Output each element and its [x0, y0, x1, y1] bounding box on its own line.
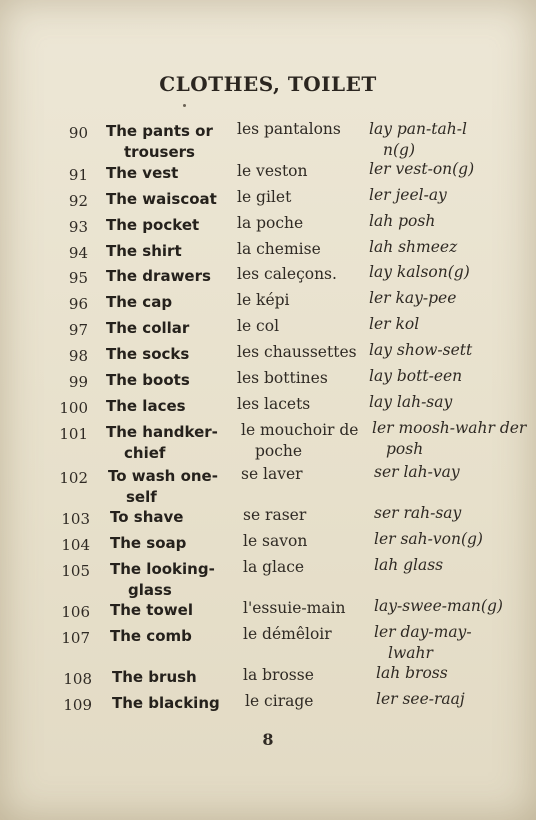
entry-number: 97	[68, 321, 88, 339]
entry-english: The drawers	[106, 267, 211, 285]
entry-number: 95	[68, 269, 88, 287]
entry-french: les chaussettes	[237, 343, 357, 361]
entry-french: se raser	[243, 506, 307, 524]
entry-pronunciation: ler kol	[369, 315, 420, 333]
entry-pronunciation: ser lah-vay	[374, 463, 460, 481]
entry-french: les caleçons.	[237, 265, 337, 283]
entry-number: 91	[68, 166, 88, 184]
entry-pronunciation: lay bott-een	[369, 367, 463, 385]
entry-french: le savon	[243, 532, 308, 550]
entry-number: 101	[59, 425, 88, 443]
entry-french: la brosse	[243, 666, 314, 684]
entry-number: 102	[59, 469, 88, 487]
entry-english: The shirt	[106, 242, 182, 260]
entry-number: 94	[68, 244, 88, 262]
entry-number: 105	[61, 562, 90, 580]
entry-english: The waiscoat	[106, 190, 217, 208]
page-title: CLOTHES, TOILET	[159, 72, 377, 96]
entry-pronunciation: ler sah-von(g)	[374, 530, 483, 548]
entry-french: le démêloir	[243, 625, 332, 643]
entry-french: le col	[237, 317, 280, 335]
entry-english: The soap	[110, 534, 187, 552]
entry-number: 99	[68, 373, 88, 391]
entry-english: The pants or trousers	[106, 122, 213, 161]
entry-pronunciation: lay pan-tah-l n(g)	[369, 120, 467, 159]
entry-pronunciation: ler moosh-wahr der posh	[372, 419, 527, 458]
entry-english: The towel	[110, 601, 193, 619]
entry-number: 103	[61, 510, 90, 528]
entry-pronunciation: ler kay-pee	[369, 289, 457, 307]
entry-french: la poche	[237, 214, 304, 232]
entry-french: les lacets	[237, 395, 311, 413]
entry-number: 109	[63, 696, 92, 714]
entry-number: 96	[68, 295, 88, 313]
entry-french: le gilet	[237, 188, 292, 206]
entry-english: The socks	[106, 345, 190, 363]
entry-number: 108	[63, 670, 92, 688]
entry-english: The handker-chief	[106, 423, 218, 462]
entry-pronunciation: lay kalson(g)	[369, 263, 470, 281]
entry-number: 93	[68, 218, 88, 236]
entry-pronunciation: lah bross	[376, 664, 448, 682]
entry-english: The vest	[106, 164, 179, 182]
entry-english: To wash one-self	[108, 467, 218, 506]
entry-pronunciation: lay show-sett	[369, 341, 473, 359]
entry-pronunciation: lah posh	[369, 212, 436, 230]
entry-french: les pantalons	[237, 120, 341, 138]
entry-pronunciation: ler day-may-lwahr	[374, 623, 472, 662]
entry-english: The brush	[112, 668, 197, 686]
entry-number: 104	[61, 536, 90, 554]
entry-english: The pocket	[106, 216, 200, 234]
entry-english: The laces	[106, 397, 186, 415]
ink-dot	[183, 104, 186, 107]
entry-pronunciation: lah shmeez	[369, 238, 458, 256]
entry-number: 106	[61, 603, 90, 621]
entry-number: 92	[68, 192, 88, 210]
entry-english: The comb	[110, 627, 192, 645]
entry-english: The looking-glass	[110, 560, 215, 599]
entry-number: 90	[68, 124, 88, 142]
entry-french: le cirage	[245, 692, 314, 710]
entry-pronunciation: ler vest-on(g)	[369, 160, 475, 178]
page-number: 8	[262, 730, 274, 749]
entry-english: The boots	[106, 371, 190, 389]
entry-french: le mouchoir de poche	[241, 421, 359, 460]
entry-french: se laver	[241, 465, 303, 483]
entry-pronunciation: ser rah-say	[374, 504, 462, 522]
entry-pronunciation: lay-swee-man(g)	[374, 597, 503, 615]
entry-english: The collar	[106, 319, 190, 337]
entry-number: 100	[59, 399, 88, 417]
entry-french: le képi	[237, 291, 290, 309]
entry-pronunciation: lah glass	[374, 556, 444, 574]
entry-number: 98	[68, 347, 88, 365]
entry-english: To shave	[110, 508, 184, 526]
entry-pronunciation: ler see-raaj	[376, 690, 465, 708]
entry-french: le veston	[237, 162, 308, 180]
entry-english: The blacking	[112, 694, 220, 712]
entry-french: la glace	[243, 558, 305, 576]
entry-english: The cap	[106, 293, 173, 311]
entry-french: les bottines	[237, 369, 328, 387]
entry-french: l'essuie-main	[243, 599, 346, 617]
entry-pronunciation: lay lah-say	[369, 393, 453, 411]
entry-pronunciation: ler jeel-ay	[369, 186, 447, 204]
entry-french: la chemise	[237, 240, 321, 258]
entry-number: 107	[61, 629, 90, 647]
